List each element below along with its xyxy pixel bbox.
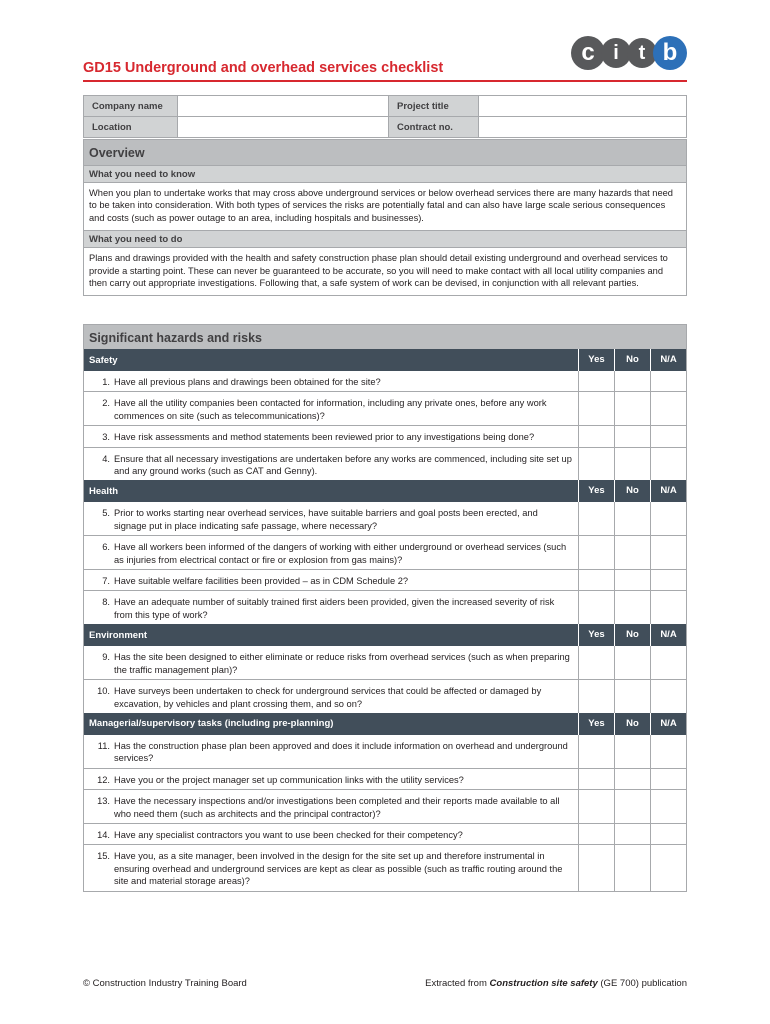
question — [84, 769, 578, 789]
question-text: Have all workers been informed of the dangers of working with either underground or overhead services (such as injuries from electrical contact or fire or explosion from gas mains)? — [114, 542, 567, 565]
na-checkbox[interactable] — [650, 392, 686, 425]
na-checkbox[interactable] — [650, 680, 686, 713]
yes-checkbox[interactable] — [578, 570, 614, 590]
checklist-row — [84, 425, 686, 446]
question-text: Have the necessary inspections and/or investigations been completed and their reports made available to all who need them (such as architects and the principal contractor)? — [114, 796, 560, 819]
no-checkbox[interactable] — [614, 426, 650, 446]
footer-suffix: (GE 700) publication — [597, 978, 687, 989]
question — [84, 646, 578, 679]
na-checkbox[interactable] — [650, 570, 686, 590]
question — [84, 502, 578, 535]
yes-checkbox[interactable] — [578, 536, 614, 569]
logo-letter-b: b — [653, 36, 687, 70]
col-no-header: No — [614, 624, 650, 646]
question-text: Have any specialist contractors you want to use been checked for their competency? — [114, 829, 463, 840]
question-text: Have you, as a site manager, been involved in the design for the site set up and therefore instrumental in ensuring overhead and underground services are kept as clear as possible (such as traffic routing around the site and material storage areas)? — [114, 851, 563, 887]
no-checkbox[interactable] — [614, 646, 650, 679]
question-number: 6. — [102, 542, 110, 553]
yes-checkbox[interactable] — [578, 824, 614, 844]
question-text: Prior to works starting near overhead services, have suitable barriers and goal posts been erected, and signage put in place indicating safe passage, where necessary? — [114, 508, 538, 531]
project-title-field[interactable] — [479, 96, 687, 117]
do-heading: What you need to do — [84, 230, 686, 248]
checklist-row — [84, 590, 686, 624]
na-checkbox[interactable] — [650, 591, 686, 624]
question — [84, 735, 578, 768]
no-checkbox[interactable] — [614, 769, 650, 789]
col-yes-header: Yes — [578, 713, 614, 735]
no-checkbox[interactable] — [614, 735, 650, 768]
location-label: Location — [84, 117, 178, 138]
question-number: 3. — [102, 432, 110, 443]
checklist-row — [84, 535, 686, 569]
page-title: GD15 Underground and overhead services checklist — [83, 60, 444, 76]
question-number: 10. — [97, 686, 110, 697]
question — [84, 392, 578, 425]
na-checkbox[interactable] — [650, 536, 686, 569]
question — [84, 790, 578, 823]
no-checkbox[interactable] — [614, 680, 650, 713]
col-na-header: N/A — [650, 624, 686, 646]
question — [84, 845, 578, 890]
checklist-row — [84, 735, 686, 768]
no-checkbox[interactable] — [614, 371, 650, 391]
logo-letter-t: t — [627, 38, 657, 68]
na-checkbox[interactable] — [650, 448, 686, 481]
checklist-row — [84, 371, 686, 391]
checklist-row — [84, 823, 686, 844]
no-checkbox[interactable] — [614, 591, 650, 624]
na-checkbox[interactable] — [650, 371, 686, 391]
question — [84, 371, 578, 391]
company-name-field[interactable] — [178, 96, 389, 117]
checklist-row — [84, 646, 686, 679]
question-number: 1. — [102, 377, 110, 387]
yes-checkbox[interactable] — [578, 790, 614, 823]
yes-checkbox[interactable] — [578, 735, 614, 768]
no-checkbox[interactable] — [614, 392, 650, 425]
contract-no-label: Contract no. — [389, 117, 479, 138]
question-number: 2. — [102, 398, 110, 409]
category-name: Managerial/supervisory tasks (including pre-planning) — [89, 718, 334, 730]
page-header — [83, 36, 687, 80]
question-number: 12. — [97, 774, 110, 785]
col-yes-header: Yes — [578, 624, 614, 646]
overview-section — [83, 139, 687, 296]
yes-checkbox[interactable] — [578, 845, 614, 890]
question-number: 15. — [97, 851, 110, 862]
question — [84, 591, 578, 624]
na-checkbox[interactable] — [650, 790, 686, 823]
checklist-row — [84, 789, 686, 823]
question-text: Have all previous plans and drawings been obtained for the site? — [114, 377, 381, 387]
do-text: Plans and drawings provided with the health and safety construction phase plan should detail existing underground and overhead services to provide a starting point. These can never be guaranteed to be accurate, so you will need to make contact with all local utility companies and then carry out appropriate investigations. Following that, a safe system of work can be devised, in conjunction with all relevant parties. — [89, 253, 668, 289]
na-checkbox[interactable] — [650, 426, 686, 446]
question — [84, 536, 578, 569]
question — [84, 570, 578, 590]
checklist-row — [84, 391, 686, 425]
project-title-label: Project title — [389, 96, 479, 117]
question-number: 13. — [97, 796, 110, 807]
question — [84, 824, 578, 844]
col-na-header: N/A — [650, 349, 686, 371]
no-checkbox[interactable] — [614, 448, 650, 481]
yes-checkbox[interactable] — [578, 371, 614, 391]
col-yes-header: Yes — [578, 480, 614, 502]
col-na-header: N/A — [650, 713, 686, 735]
no-checkbox[interactable] — [614, 790, 650, 823]
checklist-row — [84, 447, 686, 481]
question-number: 14. — [97, 829, 110, 840]
question — [84, 448, 578, 481]
question — [84, 426, 578, 446]
col-yes-header: Yes — [578, 349, 614, 371]
yes-checkbox[interactable] — [578, 646, 614, 679]
yes-checkbox[interactable] — [578, 769, 614, 789]
citb-logo — [571, 36, 687, 70]
footer-publication-title: Construction site safety — [489, 978, 598, 989]
no-checkbox[interactable] — [614, 536, 650, 569]
footer-copyright: © Construction Industry Training Board — [83, 978, 247, 989]
yes-checkbox[interactable] — [578, 591, 614, 624]
question-number: 9. — [102, 652, 110, 663]
checklist-row — [84, 679, 686, 713]
logo-letter-c: c — [571, 36, 605, 70]
company-name-label: Company name — [84, 96, 178, 117]
checklist-row — [84, 844, 686, 890]
checklist-title: Significant hazards and risks — [84, 325, 686, 349]
checklist-row — [84, 569, 686, 590]
overview-title: Overview — [84, 140, 686, 165]
project-info-table — [83, 95, 687, 138]
title-divider — [83, 80, 687, 82]
question-number: 7. — [102, 576, 110, 587]
na-checkbox[interactable] — [650, 735, 686, 768]
footer-prefix: Extracted from — [425, 978, 490, 989]
contract-no-field[interactable] — [479, 117, 687, 138]
question-number: 5. — [102, 508, 110, 519]
question-number: 11. — [97, 740, 110, 751]
question-text: Ensure that all necessary investigations are undertaken before any works are commenced, including site set up and any ground works (such as CAT and Genny). — [114, 453, 572, 477]
na-checkbox[interactable] — [650, 502, 686, 535]
no-checkbox[interactable] — [614, 845, 650, 890]
col-no-header: No — [614, 713, 650, 735]
category-name: Environment — [89, 629, 148, 641]
category-header — [84, 713, 686, 735]
question-text: Have all the utility companies been contacted for information, including any private ones, before any work commences on site (such as telecommunications)? — [114, 398, 547, 421]
category-header — [84, 349, 686, 371]
question-text: Has the site been designed to either eliminate or reduce risks from overhead services (such as when preparing the traffic management plan)? — [114, 652, 570, 675]
yes-checkbox[interactable] — [578, 426, 614, 446]
question-text: Have surveys been undertaken to check for underground services that could be affected or damaged by excavation, by vehicles and plant crossing them, and so on? — [114, 686, 542, 709]
category-name: Health — [89, 485, 119, 497]
no-checkbox[interactable] — [614, 570, 650, 590]
yes-checkbox[interactable] — [578, 448, 614, 481]
na-checkbox[interactable] — [650, 824, 686, 844]
col-no-header: No — [614, 480, 650, 502]
na-checkbox[interactable] — [650, 845, 686, 890]
col-na-header: N/A — [650, 480, 686, 502]
question-text: Has the construction phase plan been approved and does it include information on overhead and underground services? — [114, 740, 568, 764]
yes-checkbox[interactable] — [578, 680, 614, 713]
logo-letter-i: i — [601, 38, 631, 68]
yes-checkbox[interactable] — [578, 502, 614, 535]
na-checkbox[interactable] — [650, 769, 686, 789]
yes-checkbox[interactable] — [578, 392, 614, 425]
know-text: When you plan to undertake works that may cross above underground services or below overhead services there are many hazards that need to be taken into consideration. With both types of services the risks are potentially fatal and can also have large scale serious consequences and costs (such as power outage to an area, including hospitals and businesses). — [89, 188, 673, 223]
category-header — [84, 624, 686, 646]
checklist-row — [84, 768, 686, 789]
question-number: 4. — [102, 453, 110, 464]
category-name: Safety — [89, 354, 118, 366]
question — [84, 680, 578, 713]
question-text: Have you or the project manager set up communication links with the utility services? — [114, 774, 464, 785]
footer-publication — [425, 978, 687, 989]
na-checkbox[interactable] — [650, 646, 686, 679]
question-number: 8. — [102, 597, 110, 608]
no-checkbox[interactable] — [614, 502, 650, 535]
question-text: Have suitable welfare facilities been provided – as in CDM Schedule 2? — [114, 576, 409, 587]
question-text: Have risk assessments and method statements been reviewed prior to any investigations being done? — [114, 432, 535, 443]
question-text: Have an adequate number of suitably trained first aiders been provided, given the increased severity of risk from this type of work? — [114, 597, 555, 620]
col-no-header: No — [614, 349, 650, 371]
know-heading: What you need to know — [84, 165, 686, 183]
category-header — [84, 480, 686, 502]
location-field[interactable] — [178, 117, 389, 138]
hazards-checklist — [83, 324, 687, 892]
checklist-row — [84, 502, 686, 535]
no-checkbox[interactable] — [614, 824, 650, 844]
